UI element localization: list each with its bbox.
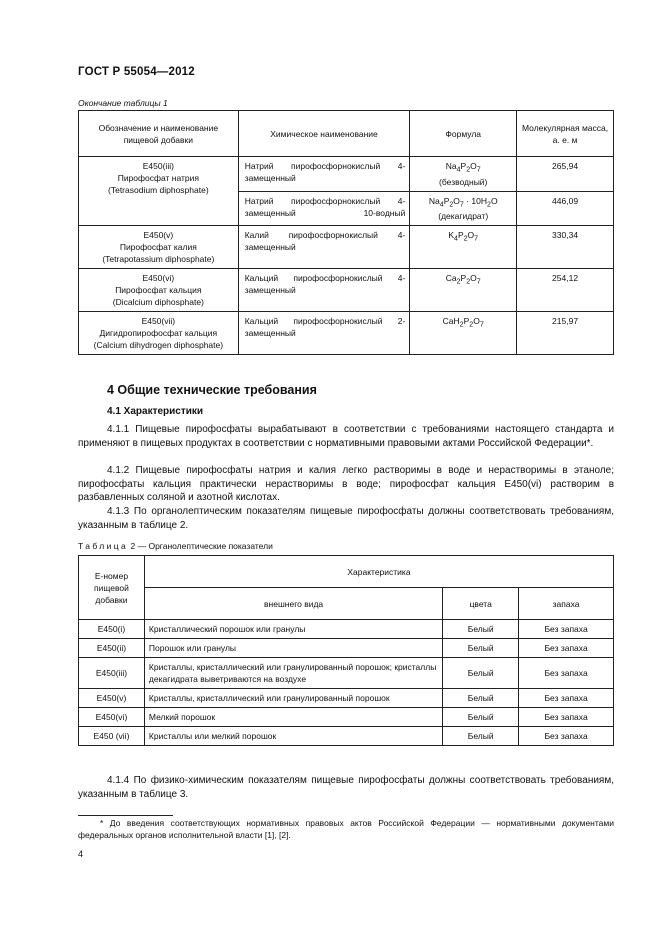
t2-row [79,658,614,689]
t1-row [79,157,614,192]
molecular-mass: 446,09 [517,191,614,226]
t2-row [79,708,614,727]
table2-caption [78,541,273,551]
t1-chem-cell [238,269,410,312]
additive-code: E450(iii) [142,161,174,171]
table1-body [79,157,614,355]
t2-appearance-cell: Кристаллы или мелкий порошок [144,727,442,746]
t2-color-cell: Белый [443,689,519,708]
chemical-name: Калий пирофосфорнокислый 4-замещенный [244,230,406,253]
t2-col-color: цвета [443,588,519,620]
t2-col-characteristic: Характеристика [144,556,613,588]
chemical-formula: $Na_4P_2O_7 \cdot 10H_2O$ [428,195,498,209]
t1-designation-cell [79,157,239,226]
t1-chem-cell [238,157,410,192]
paragraph-4-1-2: 4.1.2 Пищевые пирофосфаты натрия и калия легко растворимы в воде и нерастворимы в этаноле; пирофосфаты кальция практически нерастворимы в воде; пирофосфат кальция E450(vi) растворим в разбавленных соляной и азотной кислотах. [78,465,614,504]
t1-col-chem-name: Химическое наименование [238,111,410,157]
footnote: * До введения соответствующих нормативных правовых актов Российской Федерации — нормативными документами федеральных органов исполнительной власти [1], [2]. [78,818,614,840]
formula-note: (декагидрат) [438,211,489,222]
t2-color-cell: Белый [443,620,519,639]
t2-col-odor: запаха [519,588,614,620]
t2-odor-cell: Без запаха [519,689,614,708]
t2-odor-cell: Без запаха [519,639,614,658]
t1-col-mass: Молекулярная масса, а. е. м [517,111,614,157]
t2-code-cell: E450(iii) [79,658,145,689]
t2-odor-cell: Без запаха [519,727,614,746]
additive-code: E450(vi) [142,273,175,284]
footnote-separator [78,815,173,816]
molecular-mass: 254,12 [517,269,614,312]
t2-row [79,727,614,746]
chemical-name: Кальций пирофосфорнокислый 2-замещенный [244,316,406,339]
paragraph-4-1-3: 4.1.3 По органолептическим показателям пищевые пирофосфаты должны соответствовать требованиям, указанным в таблице 2. [78,506,614,531]
t2-code-cell: E450(vi) [79,708,145,727]
t1-designation-cell [79,312,239,355]
t1-formula-cell [410,157,517,192]
t2-col-code: E-номер пищевой добавки [79,556,145,620]
additive-code: E450(v) [143,230,174,241]
t1-col-designation: Обозначение и наименование пищевой добавки [79,111,239,157]
page-number: 4 [78,849,84,859]
additive-latin-name: (Tetrapotassium diphosphate) [102,254,215,265]
additive-latin-name: (Calcium dihydrogen diphosphate) [93,340,224,351]
table2-body [79,620,614,746]
additive-name: Дигидропирофосфат кальция [99,328,218,339]
t2-code-cell: E450 (vii) [79,727,145,746]
table1-caption: Окончание таблицы 1 [78,98,168,108]
additive-code: E450(vii) [141,316,176,327]
t1-col-formula: Формула [410,111,517,157]
t2-row [79,620,614,639]
table2-caption-word: Таблица [78,541,129,551]
t2-odor-cell: Без запаха [519,620,614,639]
table-2 [78,555,614,746]
chemical-name: Кальций пирофосфорнокислый 4-замещенный [244,273,406,296]
molecular-mass: 330,34 [517,226,614,269]
t1-designation-cell [79,269,239,312]
t2-appearance-cell: Кристаллический порошок или гранулы [144,620,442,639]
t2-code-cell: E450(i) [79,620,145,639]
additive-name: Пирофосфат калия [119,242,197,253]
t2-appearance-cell: Мелкий порошок [144,708,442,727]
table2-caption-text: 2 — Органолептические показатели [130,541,273,551]
t2-code-cell: E450(v) [79,689,145,708]
t1-chem-cell [238,312,410,355]
chemical-formula: $Ca_2P_2O_7$ [445,273,481,287]
additive-latin-name: (Tetrasodium diphosphate) [108,185,209,195]
t1-designation-cell [79,226,239,269]
formula-note: (безводный) [439,176,488,187]
additive-name: Пирофосфат кальция [115,285,202,296]
chemical-formula: $CaH_2P_2O_7$ [442,316,484,330]
paragraph-4-1-1: 4.1.1 Пищевые пирофосфаты вырабатывают в соответствии с требованиями настоящего стандарта и применяют в пищевых продуктах в соответствии с нормативными правовыми актами Российской Федерации*. [78,424,614,449]
subsection-title: 4.1 Характеристики [107,406,204,417]
t2-odor-cell: Без запаха [519,658,614,689]
t2-color-cell: Белый [443,708,519,727]
section-title: 4 Общие технические требования [107,383,317,397]
molecular-mass: 215,97 [517,312,614,355]
t1-row [79,226,614,269]
t2-col-appearance: внешнего вида [144,588,442,620]
t2-appearance-cell: Кристаллы, кристаллический или гранулированный порошок [144,689,442,708]
t2-row [79,639,614,658]
t2-color-cell: Белый [443,639,519,658]
t2-appearance-cell: Кристаллы, кристаллический или гранулированный порошок; кристаллы декагидрата выветриваются на воздухе [144,658,442,689]
t1-formula-cell [410,312,517,355]
t2-appearance-cell: Порошок или гранулы [144,639,442,658]
chemical-name: Натрий пирофосфорнокислый 4-замещенный [244,161,406,183]
t1-row [79,312,614,355]
t1-formula-cell [410,226,517,269]
t2-odor-cell: Без запаха [519,708,614,727]
paragraph-4-1-4: 4.1.4 По физико-химическим показателям пищевые пирофосфаты должны соответствовать требованиям, указанным в таблице 3. [78,775,614,800]
t1-row [79,269,614,312]
t1-chem-cell [238,226,410,269]
chemical-formula: $K_4P_2O_7$ [448,230,479,244]
t2-code-cell: E450(ii) [79,639,145,658]
t2-row [79,689,614,708]
t2-color-cell: Белый [443,727,519,746]
chemical-name: Натрий пирофосфорнокислый 4-замещенный 10-водный [244,195,406,218]
t1-chem-cell [238,191,410,226]
document-header: ГОСТ Р 55054—2012 [78,66,195,78]
t1-formula-cell [410,191,517,226]
table-1 [78,110,614,355]
t1-formula-cell [410,269,517,312]
additive-latin-name: (Dicalcium diphosphate) [112,297,204,308]
t2-color-cell: Белый [443,658,519,689]
molecular-mass: 265,94 [517,157,614,192]
additive-name: Пирофосфат натрия [117,173,199,183]
chemical-formula: $Na_4P_2O_7$ [445,161,481,174]
